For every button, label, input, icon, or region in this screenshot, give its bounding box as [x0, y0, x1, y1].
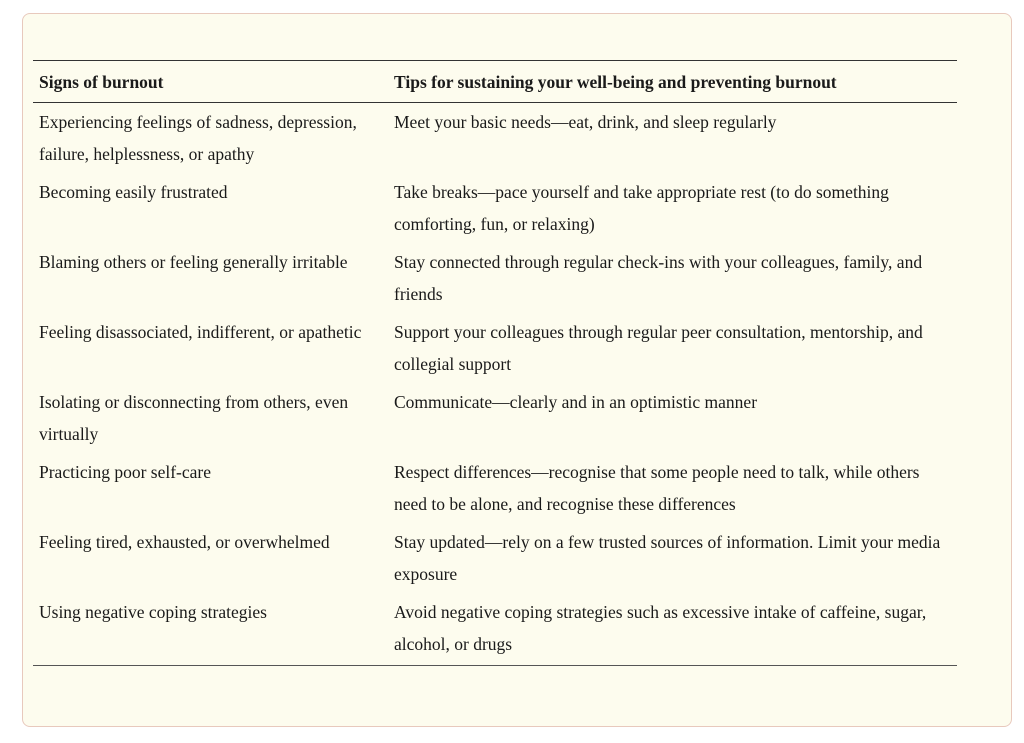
table-row [33, 243, 957, 313]
tip-cell: Meet your basic needs—eat, drink, and sleep regularly [394, 112, 777, 132]
tip-cell: Support your colleagues through regular peer consultation, mentorship, and collegial support [394, 322, 923, 374]
table-row [33, 313, 957, 383]
sign-cell: Isolating or disconnecting from others, even virtually [39, 392, 349, 444]
sign-cell: Blaming others or feeling generally irritable [39, 252, 348, 272]
table-row [33, 453, 957, 523]
sign-cell: Using negative coping strategies [33, 593, 388, 666]
table-row [33, 383, 957, 453]
tip-cell: Stay updated—rely on a few trusted sources of information. Limit your media exposure [394, 532, 941, 584]
tip-cell: Stay connected through regular check-ins with your colleagues, family, and friends [394, 252, 923, 304]
tip-cell: Avoid negative coping strategies such as excessive intake of caffeine, sugar, alcohol, or drugs [388, 593, 957, 666]
header-row [33, 61, 957, 103]
table-header [33, 61, 957, 103]
sign-cell: Experiencing feelings of sadness, depression, failure, helplessness, or apathy [39, 112, 357, 164]
sign-cell: Practicing poor self-care [39, 462, 212, 482]
table-body [33, 103, 957, 666]
tip-cell: Communicate—clearly and in an optimistic manner [394, 392, 758, 412]
header-tips: Tips for sustaining your well-being and preventing burnout [388, 61, 957, 103]
table-row [33, 103, 957, 174]
sign-cell: Becoming easily frustrated [39, 182, 228, 202]
tip-cell: Respect differences—recognise that some people need to talk, while others need to be alone, and recognise these differences [394, 462, 920, 514]
table-row [33, 173, 957, 243]
sign-cell: Feeling disassociated, indifferent, or apathetic [39, 322, 362, 342]
tip-cell: Take breaks—pace yourself and take appropriate rest (to do something comforting, fun, or relaxing) [394, 182, 889, 234]
table-row [33, 593, 957, 666]
sign-cell: Feeling tired, exhausted, or overwhelmed [39, 532, 330, 552]
header-signs-of-burnout: Signs of burnout [33, 61, 388, 103]
burnout-table [33, 60, 957, 666]
table-row [33, 523, 957, 593]
